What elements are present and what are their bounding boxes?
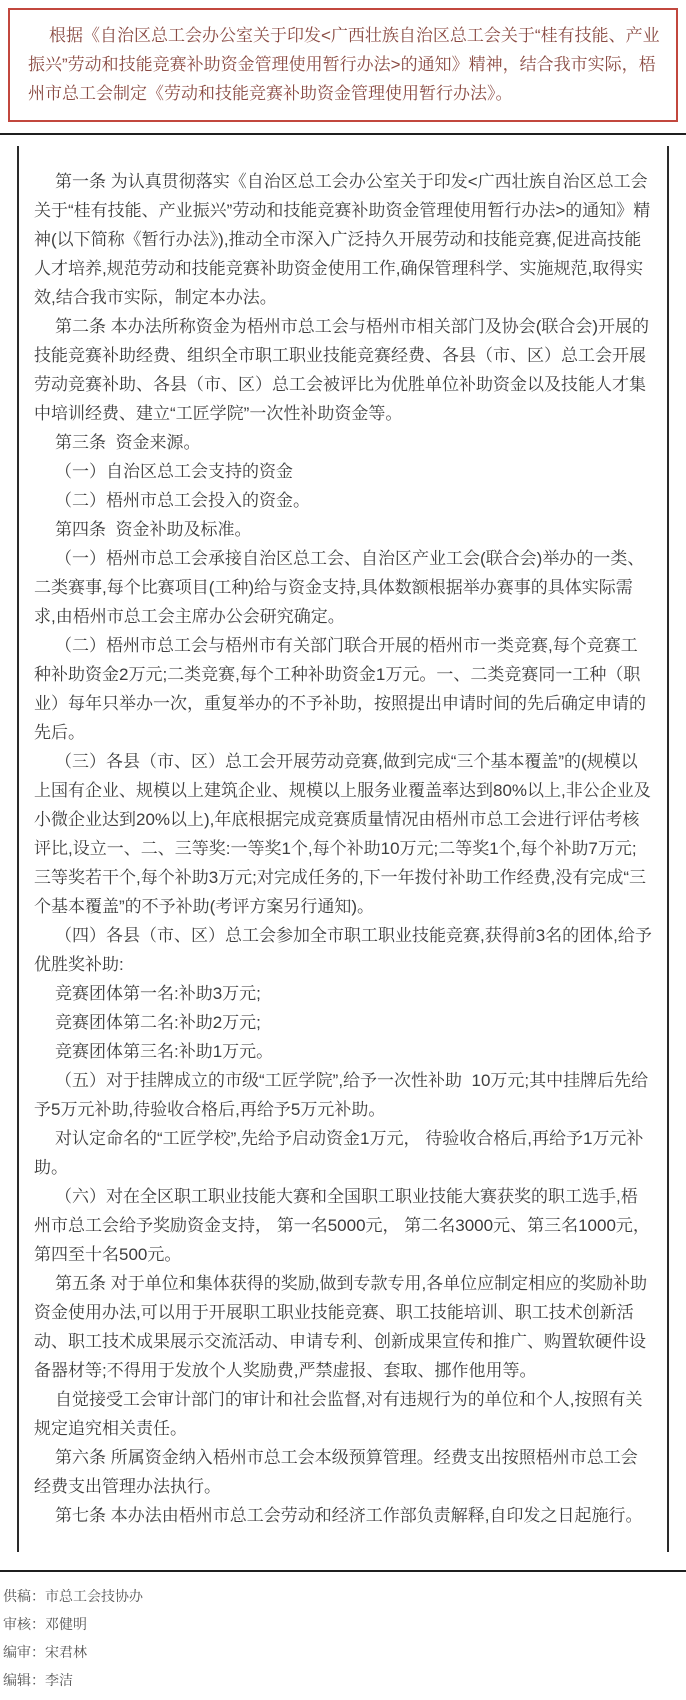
document-paragraph: 第五条 对于单位和集体获得的奖励,做到专款专用,各单位应制定相应的奖励补助资金使用办法,可以用于开展职工职业技能竞赛、职工技能培训、职工技术创新活动、职工技术成果展示交流活动、申请专利、创新成果宣传和推广、购置软硬件设备器材等;不得用于发放个人奖励费,严禁虚报、套取、挪作他用等。 — [34, 1274, 648, 1380]
document-paragraph: 竞赛团体第二名:补助2万元; — [55, 1013, 261, 1032]
document-paragraph: （六）对在全区职工职业技能大赛和全国职工职业技能大赛获奖的职工选手,梧州市总工会给予奖励资金支持， 第一名5000元， 第二名3000元、第三名1000元，第四至十名500元。 — [34, 1187, 650, 1264]
document-paragraph: （五）对于挂牌成立的市级“工匠学院”,给予一次性补助 10万元;其中挂牌后先给予5万元补助,待验收合格后,再给予5万元补助。 — [34, 1071, 649, 1119]
footer-credits — [0, 1572, 686, 1700]
credit-line: 供稿：市总工会技协办 — [3, 1588, 143, 1604]
document-paragraph: 第六条 所属资金纳入梧州市总工会本级预算管理。经费支出按照梧州市总工会经费支出管理办法执行。 — [34, 1448, 638, 1496]
notice-text: 根据《自治区总工会办公室关于印发<广西壮族自治区总工会关于“桂有技能、产业振兴”劳动和技能竞赛补助资金管理使用暂行办法>的通知》精神，结合我市实际，梧州市总工会制定《劳动和技能竞赛补助资金管理使用暂行办法》。 — [28, 26, 660, 103]
document-paragraph: （一）自治区总工会支持的资金 — [55, 462, 293, 481]
credit-line: 审核：邓健明 — [3, 1616, 87, 1632]
document-paragraph: 竞赛团体第一名:补助3万元; — [55, 984, 261, 1003]
document-paragraph: （一）梧州市总工会承接自治区总工会、自治区产业工会(联合会)举办的一类、二类赛事,每个比赛项目(工种)给与资金支持,具体数额根据举办赛事的具体实际需求,由梧州市总工会主席办公会研究确定。 — [34, 549, 645, 626]
document-paragraph: 第二条 本办法所称资金为梧州市总工会与梧州市相关部门及协会(联合会)开展的技能竞赛补助经费、组织全市职工职业技能竞赛经费、各县（市、区）总工会开展劳动竞赛补助、各县（市、区）总工会被评比为优胜单位补助资金以及技能人才集中培训经费、建立“工匠学院”一次性补助资金等。 — [34, 317, 650, 423]
document-body — [17, 146, 669, 1552]
document-paragraph: （三）各县（市、区）总工会开展劳动竞赛,做到完成“三个基本覆盖”的(规模以上国有企业、规模以上建筑企业、规模以上服务业覆盖率达到80%以上,非公企业及小微企业达到20%以上),年底根据完成竞赛质量情况由梧州市总工会进行评估考核评比,设立一、二、三等奖:一等奖1个,每个补助10万元;二等奖1个,每个补助7万元;三等奖若干个,每个补助3万元;对完成任务的,下一年拨付补助工作经费,没有完成“三个基本覆盖”的不予补助(考评方案另行通知)。 — [34, 752, 651, 916]
document-paragraph: （四）各县（市、区）总工会参加全市职工职业技能竞赛,获得前3名的团体,给予优胜奖补助: — [34, 926, 652, 974]
document-paragraph: 第三条 资金来源。 — [55, 433, 201, 452]
separator-line-top — [0, 133, 686, 135]
document-paragraphs — [34, 167, 652, 1530]
document-paragraph: 第一条 为认真贯彻落实《自治区总工会办公室关于印发<广西壮族自治区总工会关于“桂有技能、产业振兴”劳动和技能竞赛补助资金管理使用暂行办法>的通知》精神(以下简称《暂行办法》),推动全市深入广泛持久开展劳动和技能竞赛,促进高技能人才培养,规范劳动和技能竞赛补助资金使用工作,确保管理科学、实施规范,取得实效,结合我市实际，制定本办法。 — [34, 172, 651, 307]
document-paragraph: （二）梧州市总工会与梧州市有关部门联合开展的梧州市一类竞赛,每个竞赛工种补助资金2万元;二类竞赛,每个工种补助资金1万元。一、二类竞赛同一工种（职业）每年只举办一次，重复举办的不予补助，按照提出申请时间的先后确定申请的先后。 — [34, 636, 646, 742]
document-paragraph: （二）梧州市总工会投入的资金。 — [55, 491, 310, 510]
document-paragraph: 竞赛团体第三名:补助1万元。 — [55, 1042, 274, 1061]
document-paragraph: 第四条 资金补助及标准。 — [55, 520, 252, 539]
credit-line: 编审：宋君林 — [3, 1644, 87, 1660]
credit-line: 编辑：李洁 — [3, 1672, 73, 1688]
document-paragraph: 对认定命名的“工匠学校”,先给予启动资金1万元， 待验收合格后,再给予1万元补助。 — [34, 1129, 644, 1177]
notice-box — [8, 8, 678, 122]
document-paragraph: 第七条 本办法由梧州市总工会劳动和经济工作部负责解释,自印发之日起施行。 — [55, 1506, 643, 1525]
document-paragraph: 自觉接受工会审计部门的审计和社会监督,对有违规行为的单位和个人,按照有关规定追究相关责任。 — [34, 1390, 643, 1438]
